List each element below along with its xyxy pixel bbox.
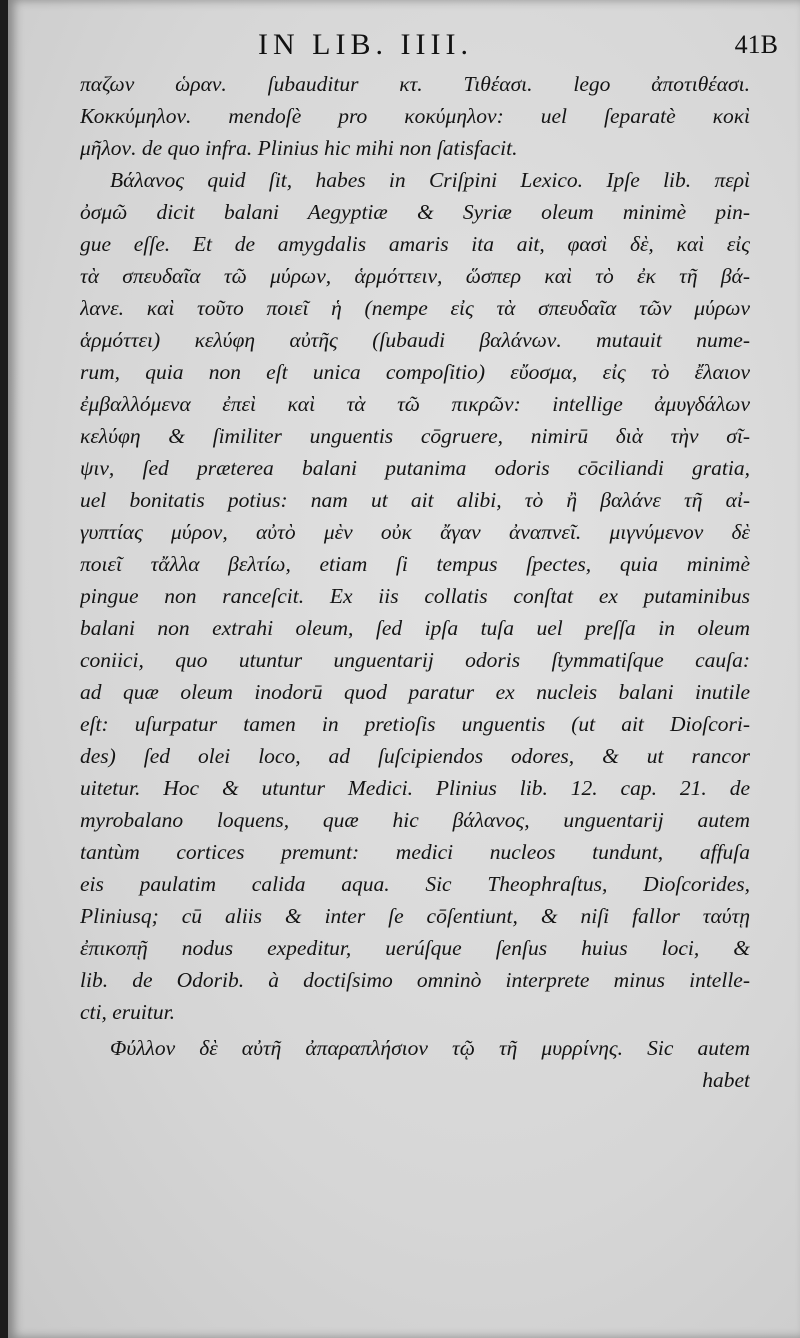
text-line: ad quæ oleum inodorū quod paratur ex nucleis balani inutile	[80, 680, 750, 704]
text-line: uel bonitatis potius: nam ut ait alibi, τὸ ἢ βαλάνε τῆ αἰ-	[80, 488, 750, 512]
text-line: uitetur. Hoc & utuntur Medici. Plinius lib. 12. cap. 21. de	[80, 776, 750, 800]
text-line: τὰ σπευδαῖα τῶ μύρων, ἁρμόττειν, ὥσπερ καὶ τὸ ἐκ τῆ βά-	[80, 264, 750, 288]
text-line: γυπτίας μύρον, αὐτὸ μὲν οὐκ ἄγαν ἀναπνεῖ. μιγνύμενον δὲ	[80, 520, 750, 544]
text-line: Κοκκύμηλον. mendoſè pro κοκύμηλον: uel ſeparatè κοκὶ	[80, 104, 750, 128]
catchword: habet	[702, 1068, 750, 1092]
text-line: gue eſſe. Et de amygdalis amaris ita ait, φασὶ δὲ, καὶ εἰς	[80, 232, 750, 256]
text-line: ποιεῖ τἄλλα βελτίω, etiam ſi tempus ſpectes, quia minimè	[80, 552, 750, 576]
text-line: des) ſed olei loco, ad ſuſcipiendos odores, & ut rancor	[80, 744, 750, 768]
text-line: rum, quia non eſt unica compoſitio) εὔοσμα, εἰς τὸ ἔλαιον	[80, 360, 750, 384]
text-line: Φύλλον δὲ αὐτῆ ἀπαραπλήσιον τῷ τῆ μυρρίνης. Sic autem	[110, 1036, 750, 1060]
text-line: balani non extrahi oleum, ſed ipſa tuſa uel preſſa in oleum	[80, 616, 750, 640]
text-line: παζων ὡραν. ſubauditur κτ. Τιθέασι. lego ἀποτιθέασι.	[80, 72, 750, 96]
text-line: ἐμβαλλόμενα ἐπεὶ καὶ τὰ τῶ πικρῶν: intellige ἀμυγδάλων	[80, 392, 750, 416]
text-line: ἐπικοπῇ nodus expeditur, uerúſque ſenſus huius loci, &	[80, 936, 750, 960]
text-line: ψιν, ſed præterea balani putanima odoris cōciliandi gratia,	[80, 456, 750, 480]
text-line: tantùm cortices premunt: medici nucleos tundunt, affuſa	[80, 840, 750, 864]
text-line: lib. de Odorib. à doctiſsimo omninò interprete minus intelle-	[80, 968, 750, 992]
text-line: λανε. καὶ τοῦτο ποιεῖ ἡ (nempe εἰς τὰ σπευδαῖα τῶν μύρων	[80, 296, 750, 320]
text-line: eſt: uſurpatur tamen in pretioſis unguentis (ut ait Dioſcori-	[80, 712, 750, 736]
running-head: IN LIB. IIII.	[258, 28, 473, 61]
text-line: ὀσμῶ dicit balani Aegyptiæ & Syriæ oleum minimè pin-	[80, 200, 750, 224]
text-line: pingue non ranceſcit. Ex iis collatis conſtat ex putaminibus	[80, 584, 750, 608]
text-line: Βάλανος quid ſit, habes in Criſpini Lexico. Ipſe lib. περὶ	[110, 168, 750, 192]
text-line: eis paulatim calida aqua. Sic Theophraſtus, Dioſcorides,	[80, 872, 750, 896]
page-header	[8, 28, 800, 68]
text-line: κελύφη & ſimiliter unguentis cōgruere, nimirū διὰ τὴν σῖ-	[80, 424, 750, 448]
text-line: ἁρμόττει) κελύφη αὐτῆς (ſubaudi βαλάνων. mutauit nume-	[80, 328, 750, 352]
text-line: Pliniusq; cū aliis & inter ſe cōſentiunt, & niſi fallor ταύτῃ	[80, 904, 750, 928]
page-number: 41B	[734, 30, 778, 59]
text-line: coniici, quo utuntur unguentarij odoris ſtymmatiſque cauſa:	[80, 648, 750, 672]
body-text	[80, 68, 750, 1096]
text-line: myrobalano loquens, quæ hic βάλανος, unguentarij autem	[80, 808, 750, 832]
text-line: cti, eruitur.	[80, 1000, 175, 1024]
book-page	[8, 0, 800, 1338]
text-line: μῆλον. de quo infra. Plinius hic mihi non ſatisfacit.	[80, 136, 518, 160]
